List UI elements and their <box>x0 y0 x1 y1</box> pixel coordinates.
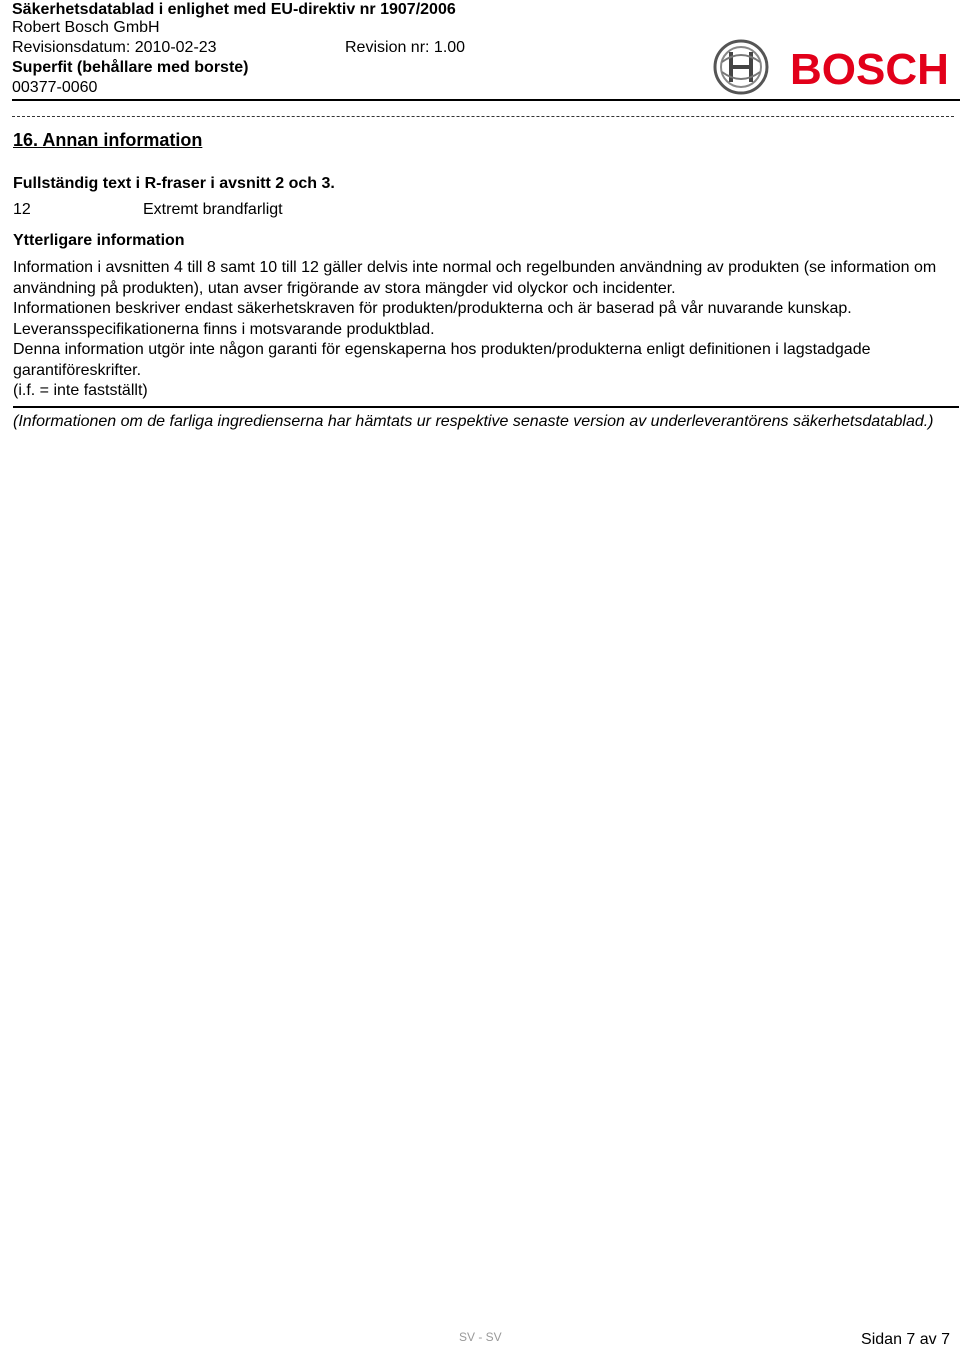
note-divider <box>13 406 959 408</box>
info-paragraph: (i.f. = inte fastställt) <box>13 382 148 399</box>
section-dashed-divider <box>12 116 954 117</box>
document-title: Säkerhetsdatablad i enlighet med EU-direktiv nr 1907/2006 <box>12 1 456 18</box>
revision-date: Revisionsdatum: 2010-02-23 <box>12 39 217 56</box>
header-divider <box>12 99 960 101</box>
rphrase-code: 12 <box>13 201 31 218</box>
rphrase-text: Extremt brandfarligt <box>143 201 283 218</box>
bosch-wordmark: BOSCH <box>790 45 948 94</box>
section-title: 16. Annan information <box>13 130 203 150</box>
info-paragraph: Leveransspecifikationerna finns i motsvarande produktblad. <box>13 320 435 338</box>
revision-number: Revision nr: 1.00 <box>345 39 466 56</box>
ingredients-note: (Informationen om de farliga ingredienserna har hämtats ur respektive senaste version av underleverantörens säkerhetsdatablad.) <box>13 412 934 430</box>
section-16 <box>13 128 951 432</box>
product-code: 00377-0060 <box>12 79 98 96</box>
info-paragraph: Informationen beskriver endast säkerhetskraven för produkten/produkterna och är baserad på vår nuvarande kunskap. <box>13 300 852 317</box>
rphrase-row <box>13 200 951 220</box>
extra-info-heading: Ytterligare information <box>13 232 185 249</box>
bosch-logo <box>712 38 948 96</box>
info-paragraph: Denna information utgör inte någon garanti för egenskaperna hos produkten/produkterna enligt definitionen i lagstadgade garantiföreskrifter. <box>13 341 871 379</box>
product-name: Superfit (behållare med borste) <box>12 59 249 76</box>
company-name: Robert Bosch GmbH <box>12 19 160 36</box>
bosch-emblem-icon <box>712 38 948 96</box>
rphrases-heading: Fullständig text i R-fraser i avsnitt 2 och 3. <box>13 175 335 192</box>
info-paragraph: Information i avsnitten 4 till 8 samt 10 till 12 gäller delvis inte normal och regelbunden användning av produkten (se information om användning på produkten), utan avser frigörande av stora mängder vid olyckor och incidenter. <box>13 259 937 297</box>
footer-language: SV - SV <box>459 1330 502 1344</box>
footer-page-number: Sidan 7 av 7 <box>861 1331 950 1348</box>
